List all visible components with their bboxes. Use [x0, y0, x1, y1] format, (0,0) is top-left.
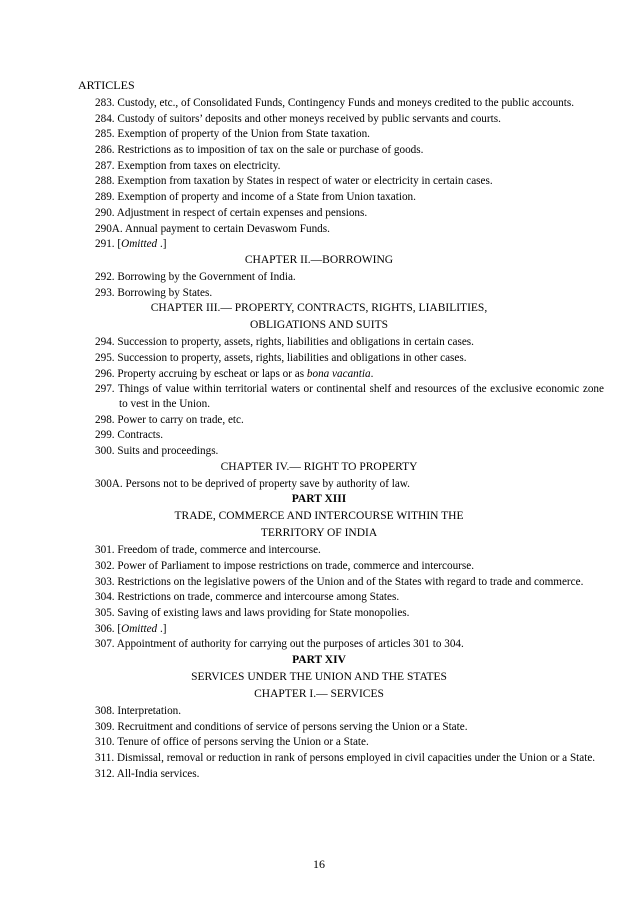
article-title: All-India services.	[116, 767, 200, 780]
article-number: 306.	[95, 622, 115, 635]
article-number: 300A.	[95, 477, 123, 490]
chapter-heading: TRADE, COMMERCE AND INTERCOURSE WITHIN THE	[174, 510, 464, 523]
article-number: 305.	[95, 607, 115, 619]
article-title: Borrowing by States.	[117, 286, 213, 299]
article-title-italic: Omitted	[121, 622, 158, 635]
article-title: Exemption of property of the Union from State taxation.	[117, 128, 370, 141]
article-number: 285.	[95, 128, 115, 141]
article-title: Interpretation.	[117, 705, 182, 718]
article-title: Freedom of trade, commerce and intercourse.	[117, 544, 321, 557]
article-entry	[95, 477, 604, 492]
article-entry	[95, 335, 604, 350]
article-title: Borrowing by the Government of India.	[117, 270, 296, 283]
article-entry	[95, 351, 604, 366]
article-title: Contracts.	[117, 429, 164, 442]
article-title: Power to carry on trade, etc.	[117, 413, 244, 426]
article-number: 308.	[95, 705, 115, 718]
article-number: 292.	[95, 270, 115, 283]
article-entry	[95, 237, 604, 252]
article-title: Adjustment in respect of certain expenses and pensions.	[116, 206, 368, 219]
article-title: Custody of suitors’ deposits and other moneys received by public servants and courts.	[117, 112, 501, 125]
article-number: 283.	[95, 97, 115, 109]
article-entry	[95, 367, 604, 382]
article-entry	[95, 190, 604, 205]
chapter-heading: OBLIGATIONS AND SUITS	[249, 319, 388, 332]
article-entry	[95, 143, 604, 158]
chapter-heading: CHAPTER III.— PROPERTY, CONTRACTS, RIGHTS, LIABILITIES,	[150, 302, 488, 315]
article-title: Restrictions on trade, commerce and intercourse among States.	[117, 591, 400, 604]
article-number: 293.	[95, 286, 115, 299]
article-entry	[95, 622, 604, 637]
article-number: 284.	[95, 112, 115, 125]
article-title: Suits and proceedings.	[117, 444, 219, 457]
article-number: 307.	[95, 638, 115, 651]
article-title: Appointment of authority for carrying out the purposes of articles 301 to 304.	[116, 638, 464, 651]
chapter-heading: CHAPTER I.— SERVICES	[254, 688, 384, 701]
article-entry	[95, 575, 604, 590]
article-number: 297.	[95, 383, 115, 396]
article-title: Custody, etc., of Consolidated Funds, Contingency Funds and moneys credited to the public accounts.	[117, 97, 575, 109]
article-entry	[95, 606, 604, 621]
article-entry	[95, 637, 604, 652]
part-heading: PART XIV	[292, 654, 346, 667]
article-title: Persons not to be deprived of property save by authority of law.	[125, 477, 410, 490]
article-number: 304.	[95, 591, 115, 604]
article-number: 296.	[95, 367, 115, 380]
article-number: 300.	[95, 444, 115, 457]
article-entry	[95, 159, 604, 174]
article-title-prefix: [	[117, 622, 122, 635]
article-entry	[95, 112, 604, 127]
article-number: 309.	[95, 720, 115, 733]
article-title-italic: Omitted	[121, 238, 158, 251]
article-number: 287.	[95, 159, 115, 172]
article-entry	[95, 543, 604, 558]
part-heading: PART XIII	[291, 493, 347, 506]
article-title-prefix: [	[117, 238, 122, 251]
article-entry	[95, 286, 604, 301]
article-number: 289.	[95, 191, 115, 204]
article-number: 302.	[95, 559, 115, 572]
article-entry	[95, 428, 604, 443]
article-entry	[95, 174, 604, 189]
article-number: 291.	[95, 238, 115, 251]
article-title-suffix: .	[370, 367, 374, 380]
article-number: 312.	[95, 767, 115, 780]
articles-list	[0, 96, 638, 783]
article-entry	[95, 767, 604, 782]
article-entry	[95, 444, 604, 459]
article-entry	[95, 704, 604, 719]
article-number: 310.	[95, 736, 115, 749]
article-entry	[95, 720, 604, 735]
chapter-heading: SERVICES UNDER THE UNION AND THE STATES	[191, 671, 447, 684]
article-title: Exemption of property and income of a State from Union taxation.	[117, 191, 416, 204]
article-title: Exemption from taxation by States in respect of water or electricity in certain cases.	[117, 175, 493, 188]
article-entry	[95, 382, 604, 411]
article-entry	[95, 270, 604, 285]
article-entry	[95, 590, 604, 605]
article-title: Annual payment to certain Devaswom Funds.	[124, 222, 330, 235]
section-label: ARTICLES	[78, 78, 135, 92]
article-number: 290.	[95, 206, 115, 219]
article-title-suffix: .]	[157, 238, 167, 251]
chapter-heading: CHAPTER II.—BORROWING	[244, 253, 394, 266]
article-title: Succession to property, assets, rights, liabilities and obligations in certain cases.	[117, 336, 474, 349]
article-title-italic: bona vacantia	[306, 367, 371, 380]
article-number: 311.	[95, 752, 115, 765]
article-number: 299.	[95, 429, 115, 442]
chapter-heading: CHAPTER IV.— RIGHT TO PROPERTY	[220, 460, 418, 473]
article-title: Saving of existing laws and laws providing for State monopolies.	[117, 607, 410, 619]
article-title: Succession to property, assets, rights, liabilities and obligations in other cases.	[117, 351, 467, 364]
article-entry	[95, 751, 604, 766]
article-title: Recruitment and conditions of service of persons serving the Union or a State.	[117, 720, 468, 733]
article-number: 303.	[95, 575, 115, 588]
article-title: Power of Parliament to impose restrictions on trade, commerce and intercourse.	[117, 559, 475, 572]
article-entry	[95, 96, 604, 111]
article-number: 290A.	[95, 222, 123, 235]
article-number: 295.	[95, 351, 115, 364]
article-title: Things of value within territorial waters or continental shelf and resources of the exclusive economic zone to vest in the Union.	[117, 383, 604, 410]
page-number: 16	[313, 857, 325, 871]
article-title: Restrictions as to imposition of tax on the sale or purchase of goods.	[117, 144, 424, 157]
article-entry	[95, 735, 604, 750]
article-title: Exemption from taxes on electricity.	[117, 159, 281, 172]
article-number: 288.	[95, 175, 115, 188]
article-title: Tenure of office of persons serving the Union or a State.	[117, 736, 369, 749]
article-entry	[95, 413, 604, 428]
article-entry	[95, 559, 604, 574]
article-entry	[95, 206, 604, 221]
chapter-heading: TERRITORY OF INDIA	[260, 527, 378, 540]
article-number: 298.	[95, 413, 115, 426]
article-entry	[95, 222, 604, 237]
article-number: 286.	[95, 144, 115, 157]
article-entry	[95, 127, 604, 142]
article-title-suffix: .]	[157, 622, 167, 635]
article-title-prefix: Property accruing by escheat or laps or as	[117, 367, 307, 380]
article-number: 301.	[95, 544, 115, 557]
article-title: Restrictions on the legislative powers of the Union and of the States with regard to trade and commerce.	[117, 575, 584, 588]
article-title: Dismissal, removal or reduction in rank of persons employed in civil capacities under the Union or a State.	[116, 752, 596, 765]
article-number: 294.	[95, 336, 115, 349]
